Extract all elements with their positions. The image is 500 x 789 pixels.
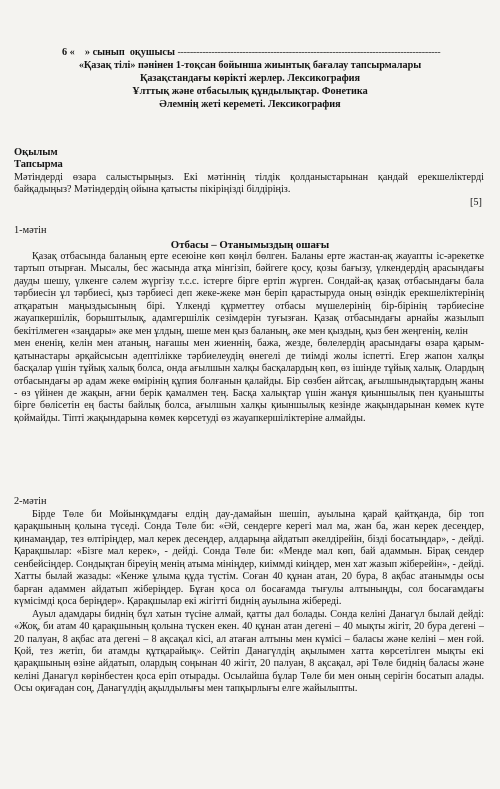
text1-body [14,251,484,425]
worksheet-title: «Қазақ тілі» пәнінен 1-тоқсан бойынша жиынтық бағалау тапсырмалары [78,60,422,71]
text2-paragraph: Ауыл адамдары биднің бұл хатын түсіне алмай, қатты дал болады. Сонда келіні Данагүл былай дейді: «Жоқ, би атам 40 қарақшының қолына түскен екен. 40 құнан атан дегені – 40 мықты жігіт, 20 бура дегені – 20 палуан, 8 ақбас ата дегені – 8 ақсақал кісі, ал атаған алтыны мен күмісі – баласы және келіні – мен ғой. Қой, тез жетіп, би атамды құтқарайық». Сейтіп Данагүлдің ақылымен хатта көрсетілген мықты екі қарақшының өзіне айдатып, олардың соңынан 40 жігіт, 20 палуан, 8 ақсақал, әрі Төле биднің баласы және келіні Данагүл көрінбестен қоса еріп отырады. Осылайша бұлар Төле би мен оның серігін босатып алады. Осы оқиғадан соң, Данагүлдің ақылдылығы мен тапқырлығы елге жайылыпты. [14,608,484,695]
text1-title: Отбасы – Отанымыздың ошағы [170,239,330,251]
text1-paragraph: мен ененің, келін мен атаның, нағашы мен жиеннің, бажа, жезде, бөлелердің арасындағы өзара қарым-қатынастары әрқайсысын әдептілікке тәрбиелеудің өнегелі де тиімді жолы іспетті. Егер жапон халқы басқалар үшін тұйық халық болса, онда ағылшын халқы басқалардың көп, өз ішінде тұйық халық. Олардың отбасындағы әр адам жеке өмірінің құпия болғанын қалайды. Бір сөзбен айтсақ, ағылшындықтардың жаны - өз үйінен де жақын, ағни берік қамалмен тең. Басқа халықтар үшін жанұя қиыншылық пен қуанышты бірге бөлісетін ең басты байлық болса, ағылшын халқы қиыншылық кезінде жақындарынан көмек күте қоймайды. Тіпті жақындарына көмек көрсетуді өз жауапкершіліктеріне алмайды. [14,338,484,424]
task-label: Тапсырма [14,159,63,170]
score-mark: [5] [469,197,482,208]
section-title: Оқылым [14,147,58,158]
topic-line-1: Қазақстандағы көрікті жерлер. Лексикография [139,73,361,84]
text2-label: 2-мәтін [14,496,47,507]
name-blank-line: ------------------------------------------------------------------------------------- [177,47,441,58]
text1-label: 1-мәтін [14,225,47,236]
grade-line [62,47,440,60]
task-text: Мәтіндерді өзара салыстырыңыз. Екі мәтіннің тілдік қолданыстарынан қандай ерекшеліктерді байқадыңыз? Мәтіндердің ойына қатысты пікіріңізді білдіріңіз. [14,172,484,196]
text2-body [14,509,484,696]
text2-paragraph: Бірде Төле би Мойынқұмдағы елдің дау-дамайын шешіп, ауылына қарай қайтқанда, бір топ қарақшының қолына түседі. Сонда Төле би: «Әй, сендерге керегі мал ма, жан ба, жан керек десеңдер, қинамаңдар, тез өлтіріңдер, мал керек десеңдер, алдарыңа айдатып әкелдірейін, бізді босатыңдар», - дейді. Қарақшылар: «Бізге мал керек», - дейді. Сонда Төле би: «Менде мал көп, бай адаммын. Бірақ сендер сенбейсіңдер. Сондықтан біреуің менің атыма мініңдер, киіммді киіңдер, мен хат жазып жіберейін», - дейді. Хатты былай жазады: «Кенже ұлыма құда түстім. Соған 40 құнан атан, 20 бура, 8 ақбас атанымды осы барған адаммен айдатып жіберіңдер. Бұған қоса ол босағамда тығулы алтыныңды, сол босағамдағы күмісімді қоса беріңдер». Қарақшылар екі жігітті биднің ауылына жібереді. [14,509,484,608]
text1-paragraph: Қазақ отбасында баланың ерте есеюіне көп көңіл бөлген. Баланы ерте жастан-ақ жауапты іс-әрекетке тартып отырған. Мысалы, бес жасында атқа мінгізіп, бәйгеге қосу, қозы бағызу, үлкендердің арасындағы дауды шешу, үлкенге сәлем жүргізу т.с.с. істерге бірге ертіп жүрген. Сондай-ақ қазақ отбасындағы бала тәрбиесін ұл тәрбиесі, қыз тәрбиесі деп жеке-жеке мән беріп қарастыруда оның өзіндік ерекшеліктерінің атқаратын маңыздысының бірі. Үлкенді құрметтеу отбасы мүшелерінің бір-бірінің тәрбиесіне жауапкершілік, борыштылық, адамгершілік сезімдерін туғызған. Қазақ отбасындағы арнайы жазылып бекітілмеген «заңдары» әке мен ұлдың, шеше мен қыз баланың, әке мен қыздың, қыз бен жеңгенің, келін [14,251,484,337]
grade-label: 6 « » сынып оқушысы [62,47,175,58]
topic-line-2: Ұлттық және отбасылық құндылықтар. Фонетика [132,86,368,97]
topic-line-3: Әлемнің жеті кереметі. Лексикография [159,99,341,110]
